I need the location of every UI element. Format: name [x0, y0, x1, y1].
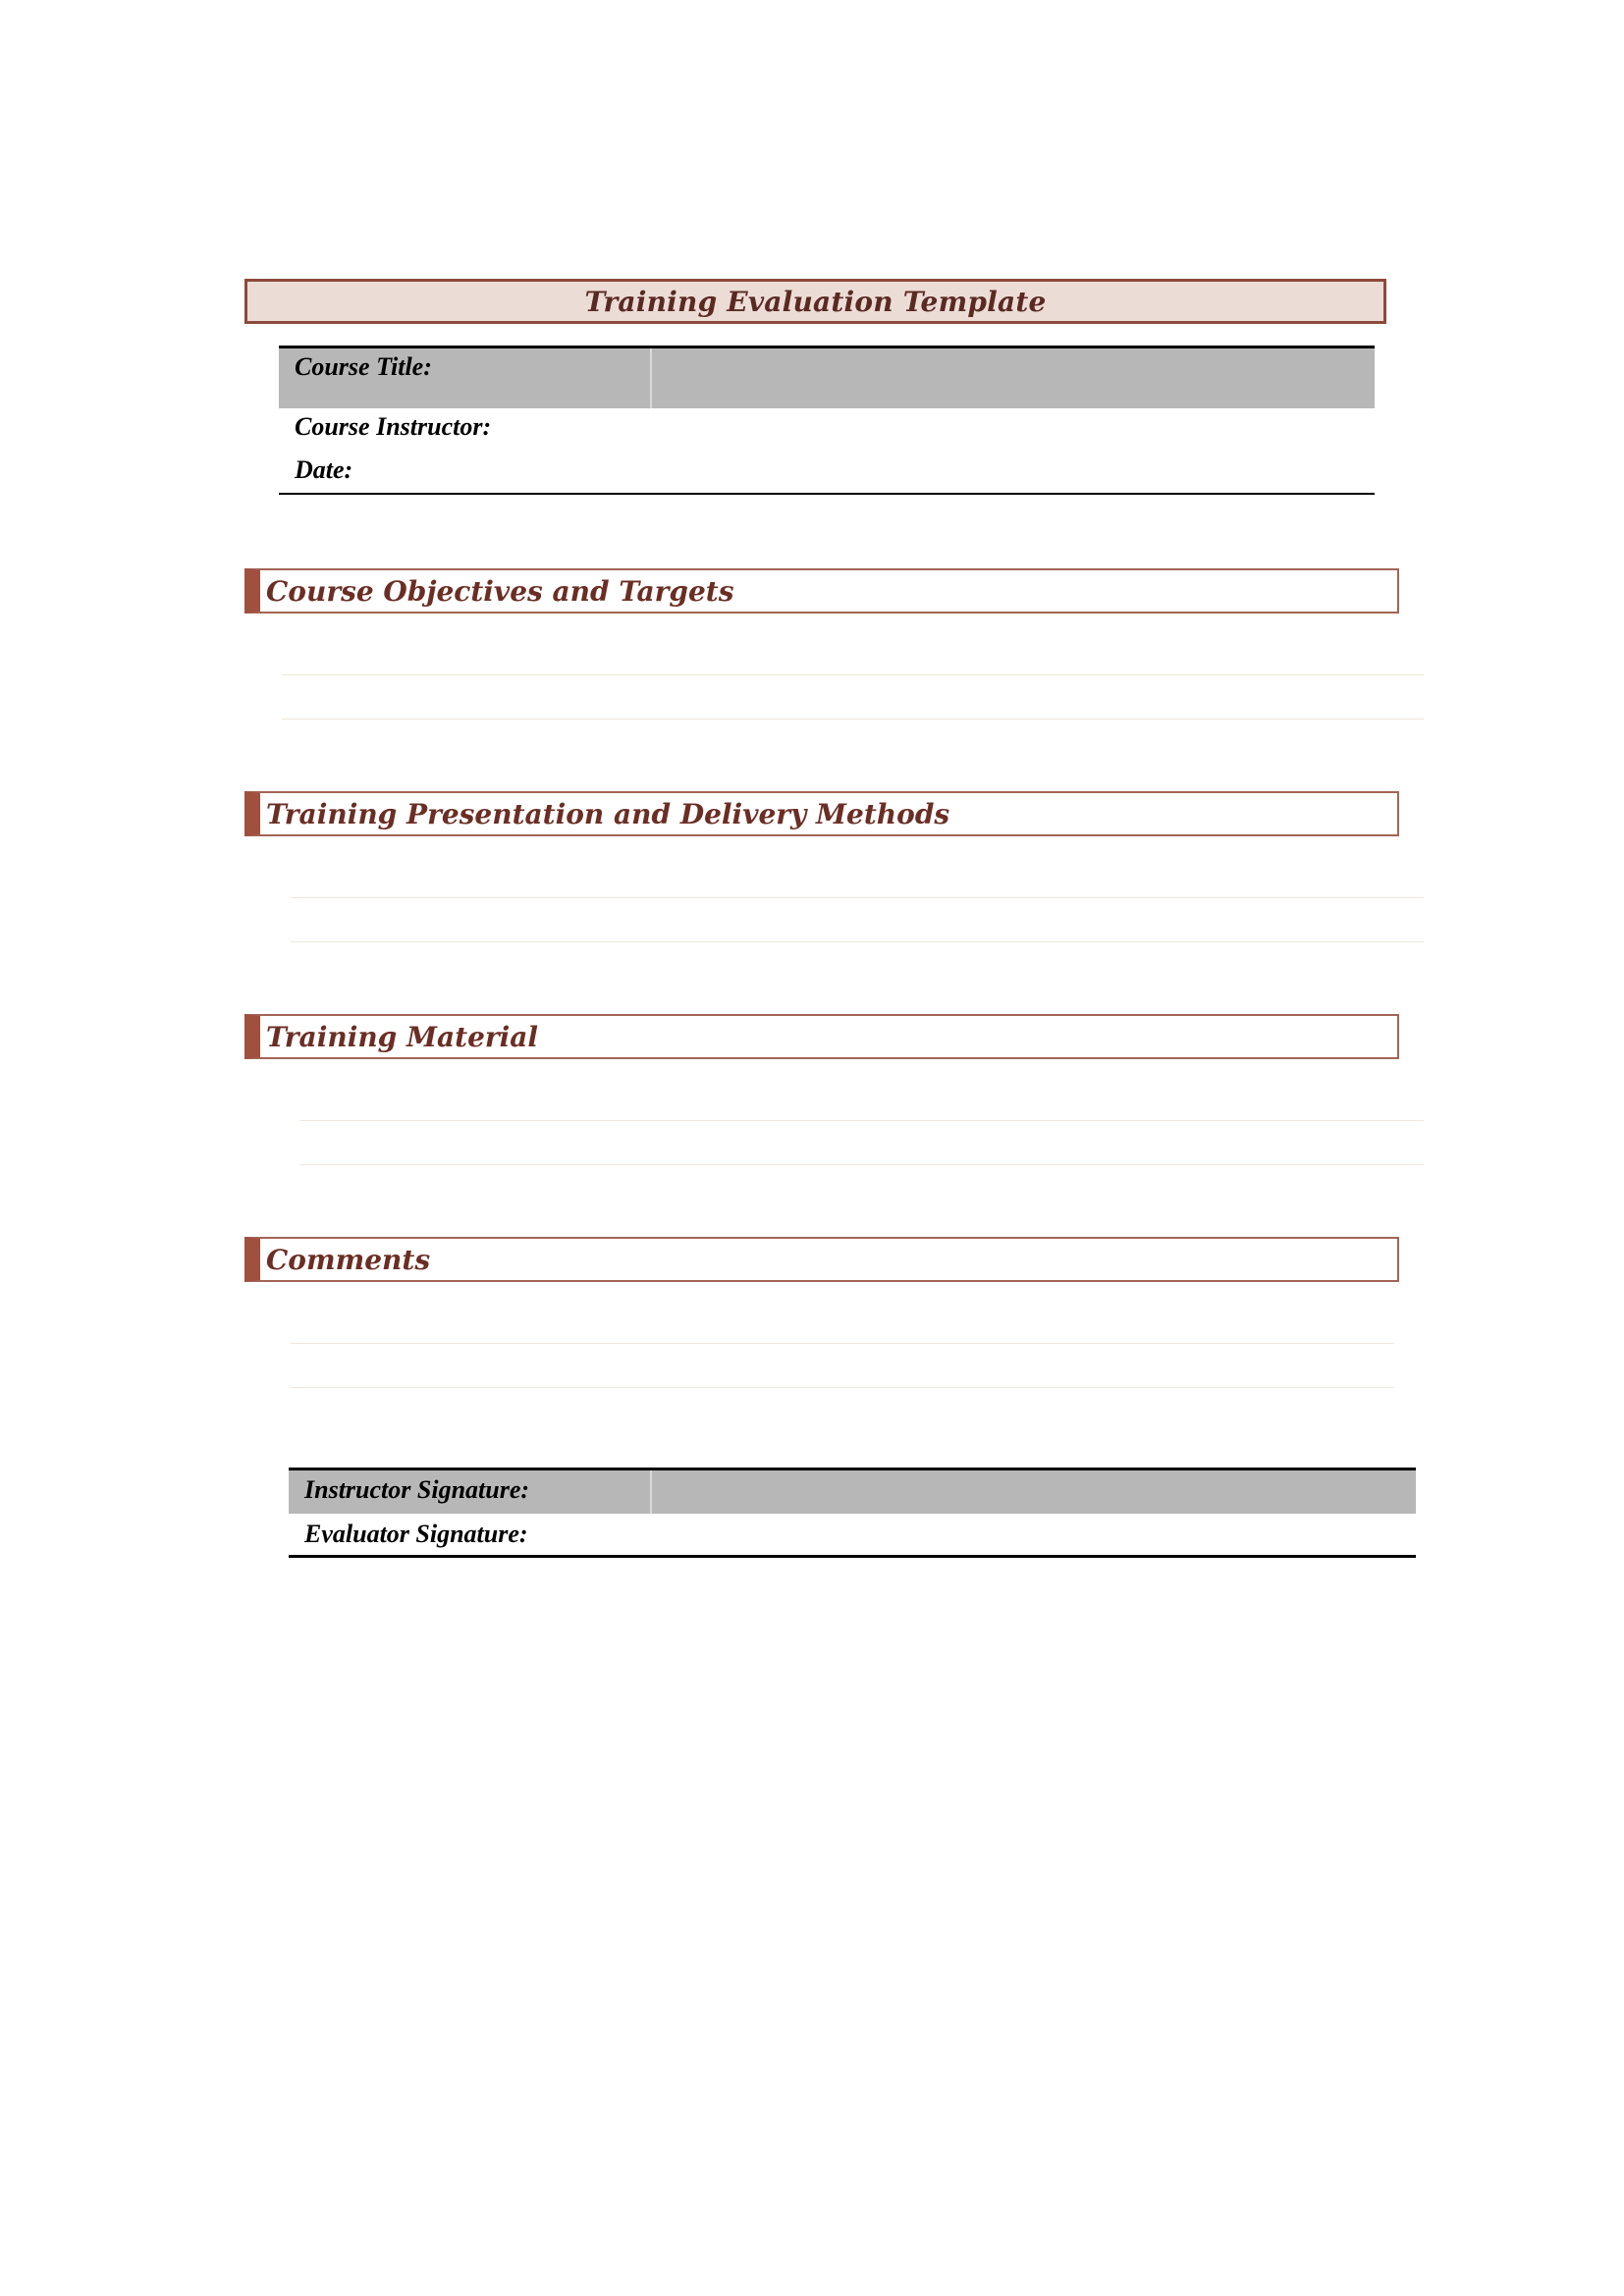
instructor-signature-field[interactable] [652, 1470, 1416, 1514]
date-field[interactable] [652, 452, 1375, 493]
section-header-comments [244, 1237, 1399, 1282]
evaluator-signature-label: Evaluator Signature: [304, 1520, 528, 1548]
section-title-material: Training Material [266, 1020, 539, 1053]
instructor-signature-label: Instructor Signature: [304, 1475, 530, 1504]
evaluator-signature-field[interactable] [652, 1515, 1416, 1556]
signature-table [289, 1468, 1416, 1558]
course-info-table [279, 346, 1375, 495]
section-title-objectives: Course Objectives and Targets [266, 574, 734, 608]
date-label: Date: [295, 455, 353, 484]
answer-line-delivery-1[interactable] [291, 897, 1424, 898]
course-title-label: Course Title: [295, 352, 432, 381]
answer-line-objectives-2[interactable] [282, 719, 1424, 720]
section-title-delivery: Training Presentation and Delivery Methods [266, 797, 950, 830]
section-header-objectives [244, 568, 1399, 614]
answer-line-material-1[interactable] [299, 1120, 1424, 1121]
answer-line-comments-2[interactable] [291, 1387, 1394, 1388]
section-header-material [244, 1014, 1399, 1059]
answer-line-objectives-1[interactable] [282, 674, 1424, 675]
document-title-box [244, 279, 1386, 324]
course-instructor-label: Course Instructor: [295, 412, 492, 441]
course-title-field[interactable] [652, 348, 1375, 408]
course-instructor-field[interactable] [652, 409, 1375, 451]
section-header-delivery [244, 791, 1399, 836]
answer-line-delivery-2[interactable] [291, 941, 1424, 942]
answer-line-material-2[interactable] [299, 1164, 1424, 1165]
document-title: Training Evaluation Template [584, 285, 1047, 318]
answer-line-comments-1[interactable] [291, 1343, 1394, 1344]
section-title-comments: Comments [266, 1243, 431, 1276]
